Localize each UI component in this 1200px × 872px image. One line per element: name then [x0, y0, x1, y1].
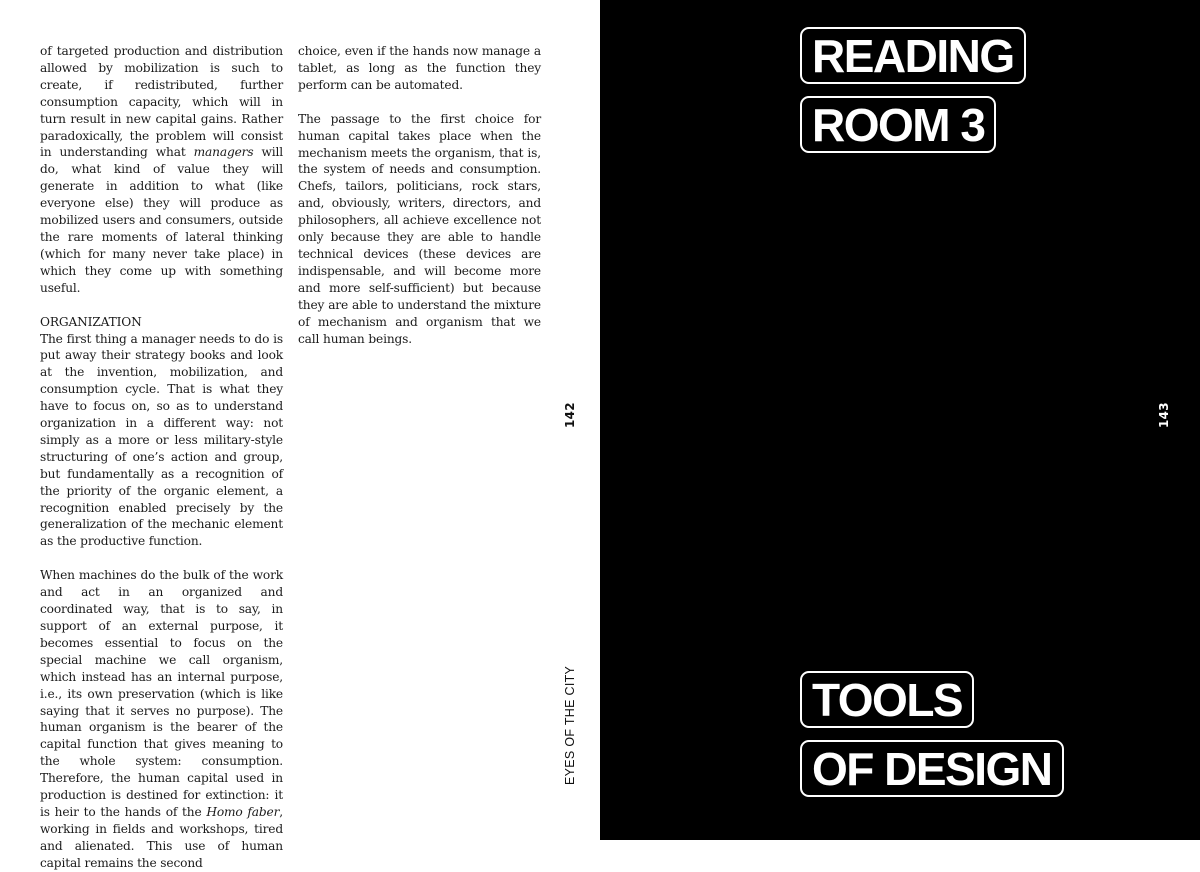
- title-tag-reading: READING: [800, 27, 1026, 84]
- page-number-left: 142: [563, 402, 577, 428]
- page-number-right: 143: [1157, 402, 1171, 428]
- title-tag-room-3: ROOM 3: [800, 96, 996, 153]
- paragraph: of targeted production and distribution allowed by mobilization is such to create, if redistributed, further consumption capacity, which will in turn result in new capital gains. Rather paradoxically, the problem will consist in understanding what managers will do, what kind of value they will generate in addition to what (like everyone else) they will produce as mobilized users and consumers, outside the rare moments of lateral thinking (which for many never take place) in which they come up with something useful.: [40, 44, 284, 295]
- emphasis-managers: managers: [193, 145, 254, 160]
- paragraph: choice, even if the hands now manage a tablet, as long as the function they perform can be automated.: [298, 44, 541, 92]
- text-column-1: [40, 43, 283, 872]
- emphasis-homo-faber: Homo faber: [206, 804, 280, 819]
- left-page: [0, 0, 600, 870]
- section-heading: ORGANIZATION: [40, 314, 142, 329]
- text-column-2: [298, 43, 541, 347]
- paragraph: The passage to the first choice for human capital takes place when the mechanism meets the organism, that is, the system of needs and consumption. Chefs, tailors, politicians, rock stars, and, obviously, writers, directors, and philosophers, all achieve excellence not only because they are able to handle technical devices (these devices are indispensable, and will become more and more self-sufficient) but because they are able to understand the mixture of mechanism and organism that we call human beings.: [298, 111, 541, 346]
- title-tag-tools: TOOLS: [800, 671, 974, 728]
- title-tag-of-design: OF DESIGN: [800, 740, 1064, 797]
- paragraph: When machines do the bulk of the work and act in an organized and coordinated way, that is to say, in support of an external purpose, it becomes essential to focus on the special machine we call organism, which instead has an internal purpose, i.e., its own preservation (which is like saying that it serves no purpose). The human organism is the bearer of the capital function that gives meaning to the whole system: consumption. Therefore, the human capital used in production is destined for extinction: it is heir to the hands of the Homo faber, working in fields and workshops, tired and alienated. This use of human capital remains the second: [40, 568, 283, 870]
- paragraph: The first thing a manager needs to do is put away their strategy books and look at the invention, mobilization, and consumption cycle. That is what they have to focus on, so as to understand organization in a different way: not simply as a more or less military-style structuring of one’s action and group, but fundamentally as a recognition of the priority of the organic element, a recognition enabled precisely by the generalization of the mechanic element as the productive function.: [40, 331, 283, 549]
- running-head: EYES OF THE CITY: [563, 665, 577, 785]
